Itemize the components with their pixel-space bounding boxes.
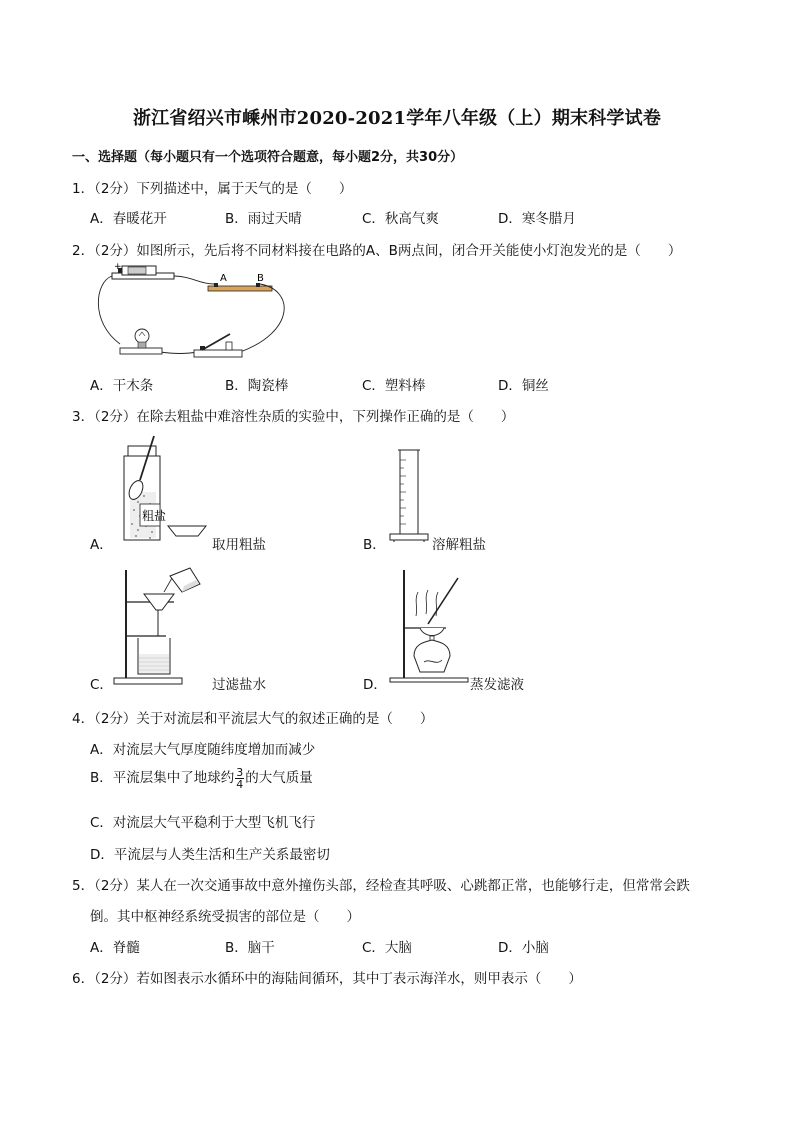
question-5-stem-line-1: 5．（2分）某人在一次交通事故中意外撞伤头部，经检查其呼吸、心跳都正常，也能够行走，但常常会跌	[72, 878, 690, 894]
page-title: 浙江省绍兴市嵊州市2020-2021学年八年级（上）期末科学试卷	[132, 108, 662, 129]
question-4-option-c: C．对流层大气平稳利于大型飞机飞行	[90, 815, 316, 831]
question-1-option-c: C．秋高气爽	[362, 211, 439, 227]
question-4-option-a: A．对流层大气厚度随纬度增加而减少	[90, 742, 316, 758]
question-5-option-d: D．小脑	[498, 940, 549, 956]
fraction-three-quarters: $\frac{3}{4}$	[236, 765, 244, 791]
question-3-option-a-letter: A．	[90, 537, 113, 553]
question-2-option-b: B．陶瓷棒	[225, 378, 289, 394]
question-3-stem: 3．（2分）在除去粗盐中难溶性杂质的实验中，下列操作正确的是（ ）	[72, 409, 515, 425]
question-2-stem: 2．（2分）如图所示，先后将不同材料接在电路的A、B两点间，闭合开关能使小灯泡发光的是（ ）	[72, 243, 682, 259]
question-3-option-a-caption: 取用粗盐	[212, 537, 266, 553]
question-1-option-b: B．雨过天晴	[225, 211, 302, 227]
question-5-stem-line-2: 倒。其中枢神经系统受损害的部位是（ ）	[90, 909, 360, 925]
question-3-option-c-letter: C．	[90, 677, 113, 693]
circuit-diagram	[90, 262, 300, 370]
question-4-option-b	[90, 766, 313, 790]
question-3-option-d-caption: 蒸发滤液	[470, 677, 524, 693]
salt-jar-illustration	[110, 432, 220, 547]
question-5-option-b: B．脑干	[225, 940, 275, 956]
question-3-option-b-letter: B．	[363, 537, 386, 553]
question-1-option-a: A．春暖花开	[90, 211, 167, 227]
point-a-label: A	[220, 273, 227, 284]
question-5-option-a: A．脊髓	[90, 940, 140, 956]
question-2-option-c: C．塑料棒	[362, 378, 426, 394]
question-3-option-b-caption: 溶解粗盐	[432, 537, 486, 553]
question-5-option-c: C．大脑	[362, 940, 412, 956]
question-2-option-a: A．干木条	[90, 378, 154, 394]
question-4-option-b-prefix: B．平流层集中了地球约	[90, 770, 235, 786]
question-4-option-d: D．平流层与人类生活和生产关系最密切	[90, 847, 330, 863]
question-6-stem: 6．（2分）若如图表示水循环中的海陆间循环，其中丁表示海洋水，则甲表示（ ）	[72, 971, 582, 987]
question-2-option-d: D．铜丝	[498, 378, 549, 394]
question-3-option-c-caption: 过滤盐水	[212, 677, 266, 693]
filtration-illustration	[110, 562, 230, 690]
question-1-stem: 1．（2分）下列描述中，属于天气的是（ ）	[72, 181, 353, 197]
graduated-cylinder-illustration	[380, 444, 440, 548]
question-1-option-d: D．寒冬腊月	[498, 211, 576, 227]
question-4-option-b-suffix: 的大气质量	[245, 770, 313, 786]
point-b-label: B	[257, 273, 264, 284]
section-heading: 一、选择题（每小题只有一个选项符合题意，每小题2分，共30分）	[72, 150, 464, 165]
jar-label: 粗盐	[142, 509, 167, 523]
question-3-option-d-letter: D．	[363, 677, 387, 693]
question-4-stem: 4．（2分）关于对流层和平流层大气的叙述正确的是（ ）	[72, 711, 434, 727]
evaporation-illustration	[384, 566, 494, 690]
battery-plus-label: +	[114, 262, 122, 272]
